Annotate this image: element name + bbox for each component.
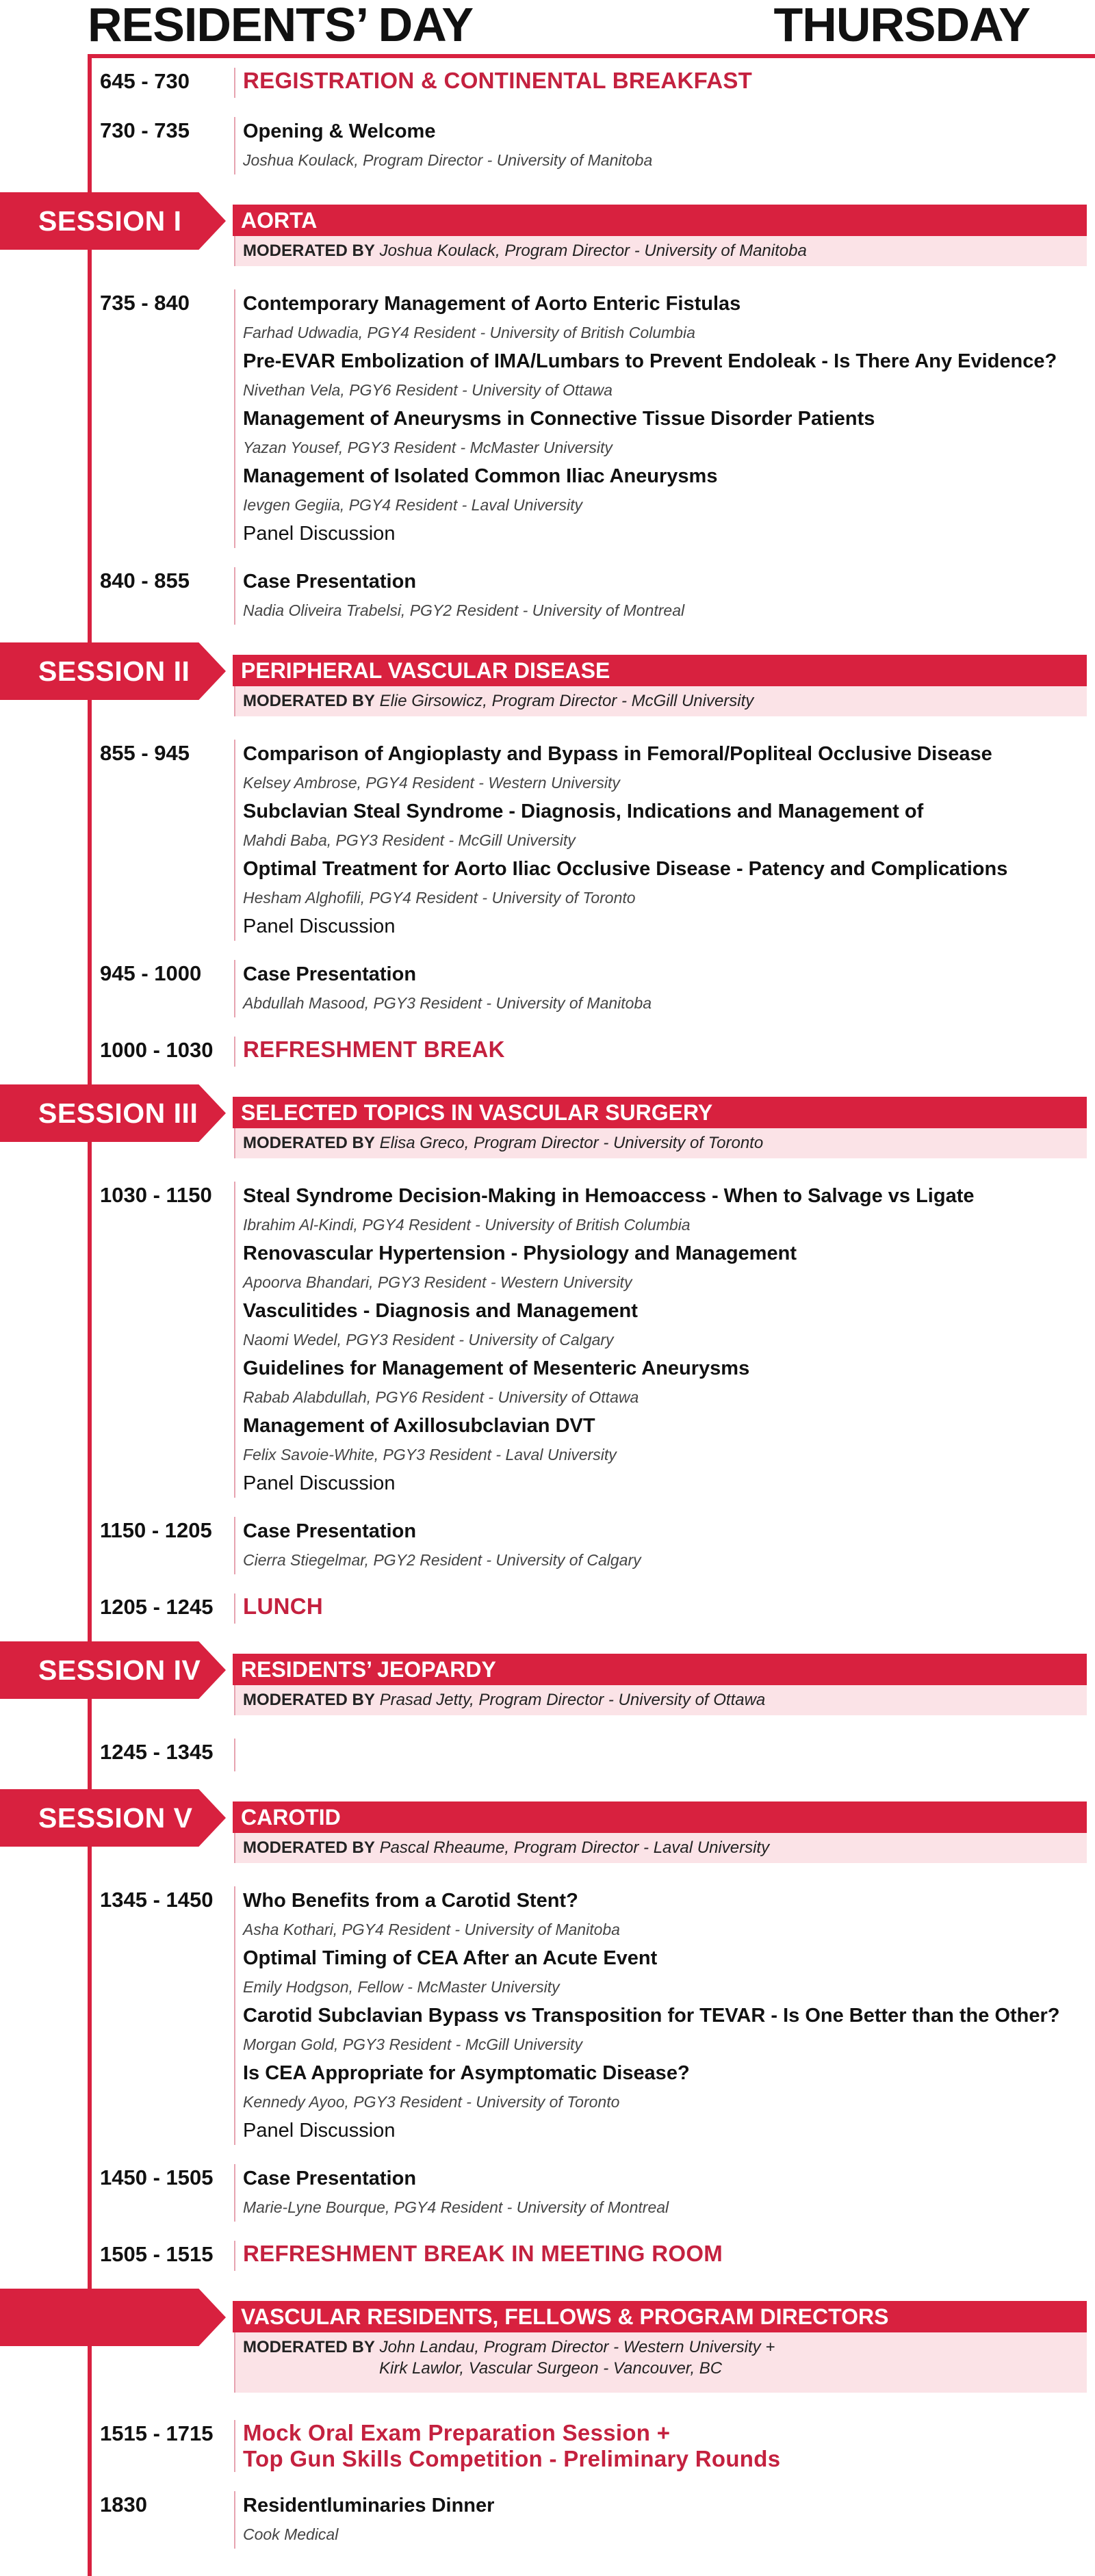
agenda-slot: [0, 280, 1095, 558]
talk-speaker: Kelsey Ambrose, PGY4 Resident - Western University: [243, 774, 620, 792]
talk-speaker: Rabab Alabdullah, PGY6 Resident - University of Ottawa: [243, 1388, 639, 1406]
talk-speaker: Morgan Gold, PGY3 Resident - McGill University: [243, 2035, 582, 2053]
talk-speaker: Naomi Wedel, PGY3 Resident - University of Calgary: [243, 1331, 614, 1349]
session-moderator: [234, 1685, 1087, 1715]
moderator-name: John Landau, Program Director - Western University +: [379, 2338, 775, 2356]
agenda-slot: [0, 1507, 1095, 1584]
talk-title: Optimal Treatment for Aorto Iliac Occlusive Disease - Patency and Complications: [243, 858, 1008, 880]
moderator-label: MODERATED BY: [243, 692, 375, 710]
slot-time: 840 - 855: [100, 569, 190, 593]
break-title: REFRESHMENT BREAK IN MEETING ROOM: [243, 2241, 723, 2266]
break-title: REGISTRATION & CONTINENTAL BREAKFAST: [243, 68, 753, 93]
agenda-break: [0, 2231, 1095, 2280]
talk-speaker: Apoorva Bhandari, PGY3 Resident - Western University: [243, 1273, 632, 1291]
slot-time: 1245 - 1345: [100, 1740, 214, 1764]
session-moderator: [234, 236, 1087, 266]
page-header: [0, 0, 1095, 55]
session-title: CAROTID: [241, 1805, 341, 1830]
talk-title: Residentluminaries Dinner: [243, 2495, 495, 2516]
session-label: SESSION III: [38, 1097, 198, 1129]
session-header: [0, 2280, 1095, 2410]
panel-discussion: Panel Discussion: [243, 1472, 396, 1494]
talk-title: Case Presentation: [243, 1520, 417, 1542]
talk-title: Guidelines for Management of Mesenteric Aneurysms: [243, 1357, 750, 1379]
talk-speaker: Farhad Udwadia, PGY4 Resident - University of British Columbia: [243, 324, 695, 341]
talk-speaker: Emily Hodgson, Fellow - McMaster University: [243, 1978, 560, 1996]
agenda-slot: [0, 1877, 1095, 2155]
session-label: SESSION IV: [38, 1654, 201, 1686]
session-header: [0, 1781, 1095, 1877]
session-header: [0, 1076, 1095, 1172]
break-title: Mock Oral Exam Preparation Session +: [243, 2420, 671, 2445]
talk-speaker: Joshua Koulack, Program Director - University of Manitoba: [243, 151, 653, 169]
break-title: LUNCH: [243, 1593, 323, 1619]
agenda-slot: [0, 2482, 1095, 2558]
talk-speaker: Cierra Stiegelmar, PGY2 Resident - University of Calgary: [243, 1551, 641, 1569]
slot-time: 1000 - 1030: [100, 1038, 214, 1062]
agenda-break: [0, 1584, 1095, 1633]
agenda-slot: [0, 558, 1095, 634]
moderator-label: MODERATED BY: [243, 2338, 375, 2356]
session-label: SESSION I: [38, 205, 182, 237]
talk-title: Contemporary Management of Aorto Enteric Fistulas: [243, 293, 741, 315]
talk-title: Steal Syndrome Decision-Making in Hemoaccess - When to Salvage vs Ligate: [243, 1185, 975, 1207]
agenda-break: [0, 1027, 1095, 1076]
session-title: PERIPHERAL VASCULAR DISEASE: [241, 658, 610, 683]
session-moderator: [234, 686, 1087, 716]
talk-title: Optimal Timing of CEA After an Acute Event: [243, 1947, 658, 1969]
talk-title: Who Benefits from a Carotid Stent?: [243, 1890, 578, 1912]
talk-speaker: Ibrahim Al-Kindi, PGY4 Resident - University of British Columbia: [243, 1216, 691, 1234]
slot-time: 1345 - 1450: [100, 1888, 214, 1912]
slot-body: [234, 2491, 1095, 2549]
slot-time: 855 - 945: [100, 741, 190, 765]
session-title: RESIDENTS’ JEOPARDY: [241, 1657, 496, 1682]
moderator-line: [243, 686, 1087, 716]
session-title: AORTA: [241, 208, 318, 233]
agenda-slot: [0, 107, 1095, 184]
talk-title: Opening & Welcome: [243, 120, 436, 142]
moderator-label: MODERATED BY: [243, 1691, 375, 1709]
slot-body: [234, 1593, 1095, 1624]
slot-time: 1205 - 1245: [100, 1595, 214, 1619]
slot-body: [234, 1182, 1095, 1498]
session-moderator: [234, 2332, 1087, 2393]
break-title: REFRESHMENT BREAK: [243, 1037, 505, 1062]
slot-body: [234, 2241, 1095, 2271]
slot-body: [234, 1739, 1095, 1771]
moderator-line: [243, 1685, 1087, 1715]
talk-speaker: Asha Kothari, PGY4 Resident - University of Manitoba: [243, 1921, 620, 1938]
talk-title: Management of Aneurysms in Connective Tissue Disorder Patients: [243, 408, 875, 430]
talk-speaker: Hesham Alghofili, PGY4 Resident - University of Toronto: [243, 889, 636, 907]
agenda-slot: [0, 950, 1095, 1027]
slot-time: 945 - 1000: [100, 961, 202, 985]
talk-title: Renovascular Hypertension - Physiology and Management: [243, 1243, 797, 1264]
session-label: SESSION II: [38, 655, 190, 687]
session-arrow: [0, 2289, 226, 2346]
talk-title: Pre-EVAR Embolization of IMA/Lumbars to Prevent Endoleak - Is There Any Evidence?: [243, 350, 1057, 372]
talk-title: Case Presentation: [243, 963, 417, 985]
slot-time: 1030 - 1150: [100, 1183, 212, 1207]
slot-body: [234, 960, 1095, 1017]
moderator-label: MODERATED BY: [243, 242, 375, 260]
talk-speaker: Nadia Oliveira Trabelsi, PGY2 Resident - University of Montreal: [243, 601, 685, 619]
talk-title: Subclavian Steal Syndrome - Diagnosis, Indications and Management of: [243, 801, 924, 822]
day-label: THURSDAY: [773, 0, 1030, 51]
slot-body: [234, 1886, 1095, 2145]
talk-title: Comparison of Angioplasty and Bypass in Femoral/Popliteal Occlusive Disease: [243, 743, 992, 765]
talk-speaker: Cook Medical: [243, 2525, 339, 2543]
session-header: [0, 1633, 1095, 1729]
page-title: RESIDENTS’ DAY: [88, 0, 474, 51]
agenda-slot: [0, 730, 1095, 950]
moderator-label: MODERATED BY: [243, 1838, 375, 1857]
moderator-name: Prasad Jetty, Program Director - University of Ottawa: [379, 1691, 766, 1709]
panel-discussion: Panel Discussion: [243, 915, 396, 937]
slot-body: [234, 1037, 1095, 1067]
talk-title: Management of Axillosubclavian DVT: [243, 1415, 595, 1437]
agenda-slot: [0, 2155, 1095, 2231]
agenda-slot: [0, 1729, 1095, 1781]
session-title-bar: [233, 205, 1087, 236]
slot-time: 1150 - 1205: [100, 1518, 212, 1542]
slot-body: [234, 740, 1095, 941]
session-label: SESSION V: [38, 1802, 193, 1834]
slot-time: 645 - 730: [100, 69, 190, 93]
moderator-name: Elie Girsowicz, Program Director - McGill University: [379, 692, 754, 710]
moderator-line: [243, 1128, 1087, 1158]
session-header: [0, 634, 1095, 730]
agenda-break: [0, 2410, 1095, 2482]
talk-title: Carotid Subclavian Bypass vs Transposition for TEVAR - Is One Better than the Other?: [243, 2005, 1060, 2027]
panel-discussion: Panel Discussion: [243, 523, 396, 545]
moderator-name: Joshua Koulack, Program Director - University of Manitoba: [379, 242, 807, 260]
talk-title: Case Presentation: [243, 571, 417, 593]
moderator-name: Elisa Greco, Program Director - University of Toronto: [379, 1134, 764, 1152]
talk-speaker: Felix Savoie-White, PGY3 Resident - Laval University: [243, 1446, 617, 1463]
slot-time: 1505 - 1515: [100, 2242, 214, 2266]
session-header: [0, 184, 1095, 280]
slot-time: 1830: [100, 2493, 147, 2516]
moderator-line: [243, 236, 1087, 266]
talk-speaker: Kennedy Ayoo, PGY3 Resident - University of Toronto: [243, 2093, 620, 2111]
agenda: [0, 58, 1095, 2558]
slot-time: 735 - 840: [100, 291, 190, 315]
session-title: SELECTED TOPICS IN VASCULAR SURGERY: [241, 1100, 713, 1125]
session-title: VASCULAR RESIDENTS, FELLOWS & PROGRAM DIRECTORS: [241, 2304, 889, 2329]
talk-speaker: Abdullah Masood, PGY3 Resident - University of Manitoba: [243, 994, 652, 1012]
slot-time: 730 - 735: [100, 118, 190, 142]
talk-title: Case Presentation: [243, 2168, 417, 2189]
slot-body: [234, 117, 1095, 174]
moderator-name-2: Kirk Lawlor, Vascular Surgeon - Vancouver, BC: [379, 2359, 723, 2378]
slot-time: 1450 - 1505: [100, 2165, 214, 2189]
talk-speaker: Yazan Yousef, PGY3 Resident - McMaster University: [243, 439, 613, 456]
slot-body: [234, 289, 1095, 548]
slot-body: [234, 567, 1095, 625]
talk-speaker: Mahdi Baba, PGY3 Resident - McGill University: [243, 831, 576, 849]
slot-time: 1515 - 1715: [100, 2421, 214, 2445]
slot-body: [234, 2164, 1095, 2222]
break-title: Top Gun Skills Competition - Preliminary Rounds: [243, 2446, 781, 2471]
session-title-bar: [233, 1801, 1087, 1833]
panel-discussion: Panel Discussion: [243, 2120, 396, 2142]
slot-body: [234, 68, 1095, 98]
session-moderator: [234, 1833, 1087, 1863]
talk-speaker: Ievgen Gegiia, PGY4 Resident - Laval University: [243, 496, 583, 514]
moderator-name: Pascal Rheaume, Program Director - Laval University: [379, 1838, 770, 1857]
slot-body: [234, 2420, 1095, 2472]
talk-title: Management of Isolated Common Iliac Aneurysms: [243, 465, 718, 487]
moderator-label: MODERATED BY: [243, 1134, 375, 1152]
slot-body: [234, 1517, 1095, 1574]
talk-speaker: Marie-Lyne Bourque, PGY4 Resident - University of Montreal: [243, 2198, 669, 2216]
talk-title: Is CEA Appropriate for Asymptomatic Disease?: [243, 2062, 690, 2084]
agenda-break: [0, 58, 1095, 107]
moderator-line: [243, 1833, 1087, 1863]
agenda-slot: [0, 1172, 1095, 1507]
talk-title: Vasculitides - Diagnosis and Management: [243, 1300, 638, 1322]
talk-speaker: Nivethan Vela, PGY6 Resident - University of Ottawa: [243, 381, 613, 399]
session-moderator: [234, 1128, 1087, 1158]
